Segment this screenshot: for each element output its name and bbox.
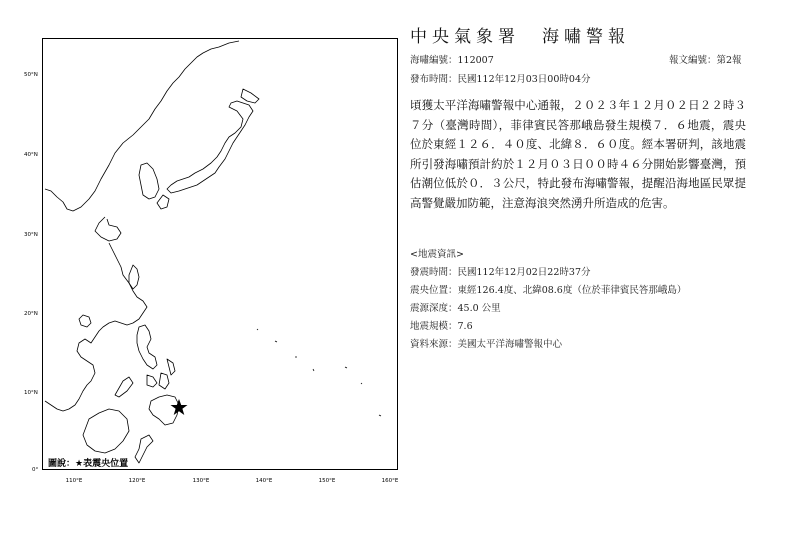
lat-label-20: 20°N (24, 311, 38, 317)
lon-label-120: 120°E (128, 478, 146, 484)
lat-label-10: 10°N (24, 390, 38, 396)
lat-label-50: 50°N (24, 72, 38, 78)
quake-info-header: <地震資訊> (410, 249, 464, 260)
lat-label-40: 40°N (24, 152, 38, 158)
lon-label-110: 110°E (65, 478, 83, 484)
lat-label-30: 30°N (24, 232, 38, 238)
lon-label-150: 150°E (318, 478, 336, 484)
issue-time: 發布時間：民國112年12月03日00時04分 (410, 74, 591, 85)
mainland-coastline (45, 41, 239, 411)
visayas-coastline (147, 359, 175, 389)
taiwan-coastline (129, 265, 139, 289)
report-number: 報文編號：第2報 (669, 55, 742, 66)
korea-coastline (139, 163, 159, 199)
borneo-coastline (83, 409, 129, 453)
lon-label-130: 130°E (192, 478, 210, 484)
quake-time: 發震時間：民國112年12月02日22時37分 (410, 267, 591, 278)
mindanao-coastline (149, 395, 179, 425)
lon-label-140: 140°E (255, 478, 273, 484)
luzon-coastline (137, 325, 157, 369)
quake-location: 震央位置：東經126.4度、北緯08.6度（位於菲律賓民答那峨島） (410, 285, 687, 296)
palawan-coastline (115, 377, 133, 397)
map-legend: 圖說：★表震央位置 (48, 459, 129, 469)
quake-magnitude: 地震規模：7.6 (410, 321, 473, 332)
warning-number: 海嘯編號：112007 (410, 55, 494, 66)
quake-source: 資料來源：美國太平洋海嘯警報中心 (410, 339, 563, 350)
lat-label-0: 0° (32, 467, 39, 473)
quake-depth: 震源深度：45.0 公里 (410, 303, 501, 314)
tsunami-map (42, 38, 398, 470)
hainan-coastline (79, 315, 91, 327)
pacific-islands (257, 329, 381, 416)
lon-label-160: 160°E (381, 478, 399, 484)
warning-body: 頃獲太平洋海嘯警報中心通報，２０２３年１２月０２日２２時３７分（臺灣時間），菲律賓民答那峨島發生規模７．６地震，震央位於東經１２６．４０度、北緯８．６０度。經本署研判，該地震所引發海嘯預計約於１２月０３日００時４６分開始影響臺灣，預估潮位低於０．３公尺，特此發布海嘯警報，提醒沿海地區民眾提高警覺嚴加防範，注意海浪突然湧升所造成的危害。 (410, 98, 746, 210)
page-title: 中央氣象署 海嘯警報 (410, 27, 630, 47)
epicenter-star (171, 399, 188, 415)
japan-coastline (157, 89, 259, 209)
map-coastlines (43, 39, 399, 471)
sulawesi-coastline (135, 435, 153, 463)
